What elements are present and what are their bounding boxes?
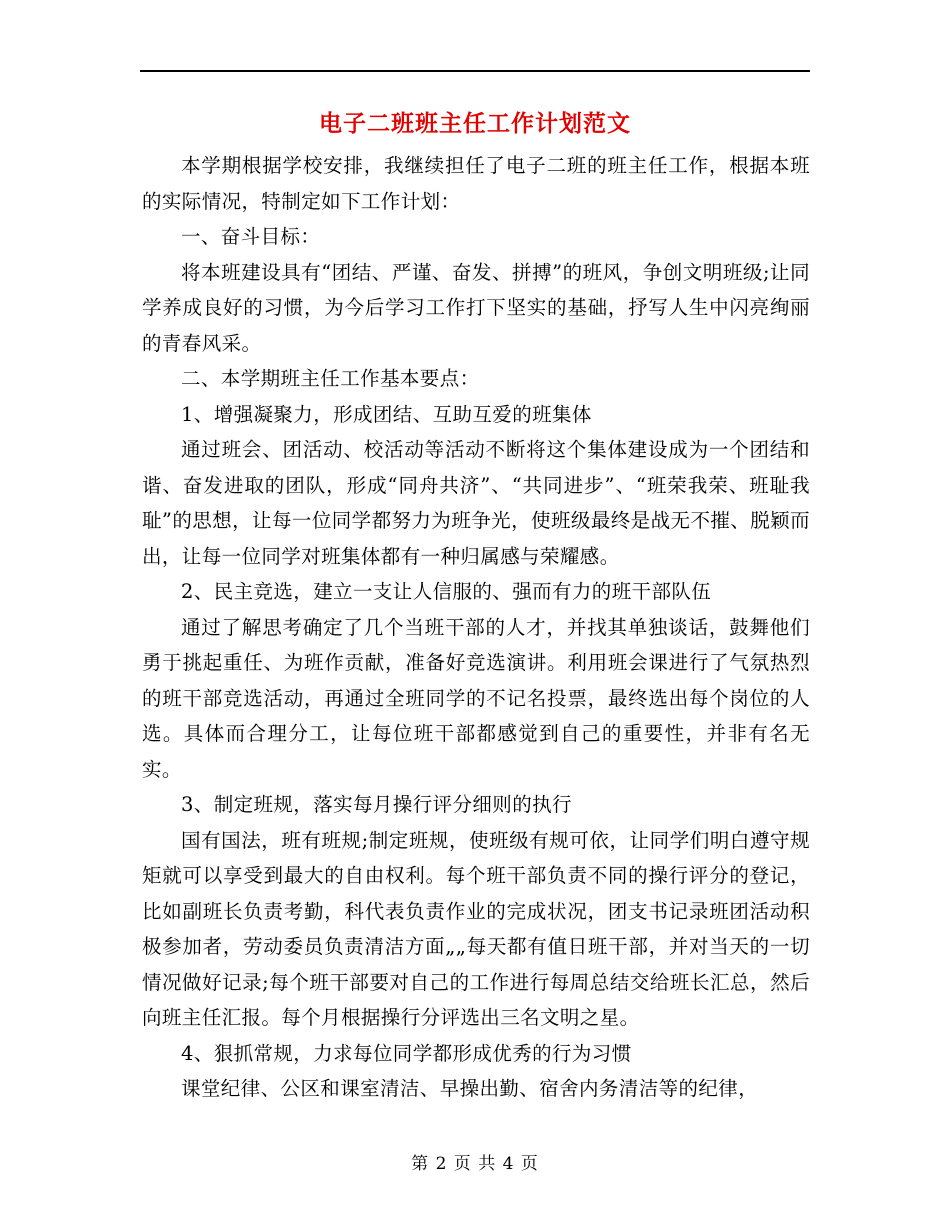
subheading: 4、狠抓常规，力求每位同学都形成优秀的行为习惯 bbox=[181, 1041, 632, 1065]
section-heading: 一、奋斗目标： bbox=[181, 225, 321, 248]
paragraph: 课堂纪律、公区和课室清洁、早操出勤、宿舍内务清洁等的纪律， bbox=[181, 1077, 759, 1100]
document-body bbox=[142, 148, 810, 1107]
subheading: 1、增强凝聚力，形成团结、互助互爱的班集体 bbox=[181, 402, 592, 426]
paragraph: 通过班会、团活动、校活动等活动不断将这个集体建设成为一个团结和谐、奋发进取的团队，形成“同舟共济”、“共同进步”、“班荣我荣、班耻我耻”的思想，让每一位同学都努力为班争光，使班级最终是战无不摧、脱颖而出，让每一位同学对班集体都有一种归属感与荣耀感。 bbox=[142, 438, 810, 568]
paragraph: 将本班建设具有“团结、严谨、奋发、拼搏”的班风，争创文明班级;让同学养成良好的习惯，为今后学习工作打下坚实的基础，抒写人生中闪亮绚丽的青春风采。 bbox=[142, 260, 810, 355]
subheading: 2、民主竞选，建立一支让人信服的、强而有力的班干部队伍 bbox=[181, 580, 712, 603]
paragraph: 国有国法，班有班规;制定班规，使班级有规可依，让同学们明白遵守规矩就可以享受到最大的自由权利。每个班干部负责不同的操行评分的登记，比如副班长负责考勤，科代表负责作业的完成状况，团支书记录班团活动积极参加者，劳动委员负责清洁方面„„每天都有值日班干部，并对当天的一切情况做好记录;每个班干部要对自己的工作进行每周总结交给班长汇总，然后向班主任汇报。每个月根据操行分评选出三名文明之星。 bbox=[142, 828, 810, 1029]
header-rule bbox=[140, 70, 810, 72]
paragraph: 通过了解思考确定了几个当班干部的人才，并找其单独谈话，鼓舞他们勇于挑起重任、为班作贡献，准备好竞选演讲。利用班会课进行了气氛热烈的班干部竞选活动，再通过全班同学的不记名投票，最终选出每个岗位的人选。具体而合理分工，让每位班干部都感觉到自己的重要性，并非有名无实。 bbox=[142, 615, 810, 781]
page-footer: 第 2 页 共 4 页 bbox=[411, 1154, 539, 1174]
subheading: 3、制定班规，落实每月操行评分细则的执行 bbox=[181, 793, 572, 816]
section-heading: 二、本学期班主任工作基本要点： bbox=[181, 367, 480, 390]
paragraph: 本学期根据学校安排，我继续担任了电子二班的班主任工作，根据本班的实际情况，特制定如下工作计划： bbox=[142, 154, 810, 213]
document-title: 电子二班班主任工作计划范文 bbox=[319, 110, 631, 137]
